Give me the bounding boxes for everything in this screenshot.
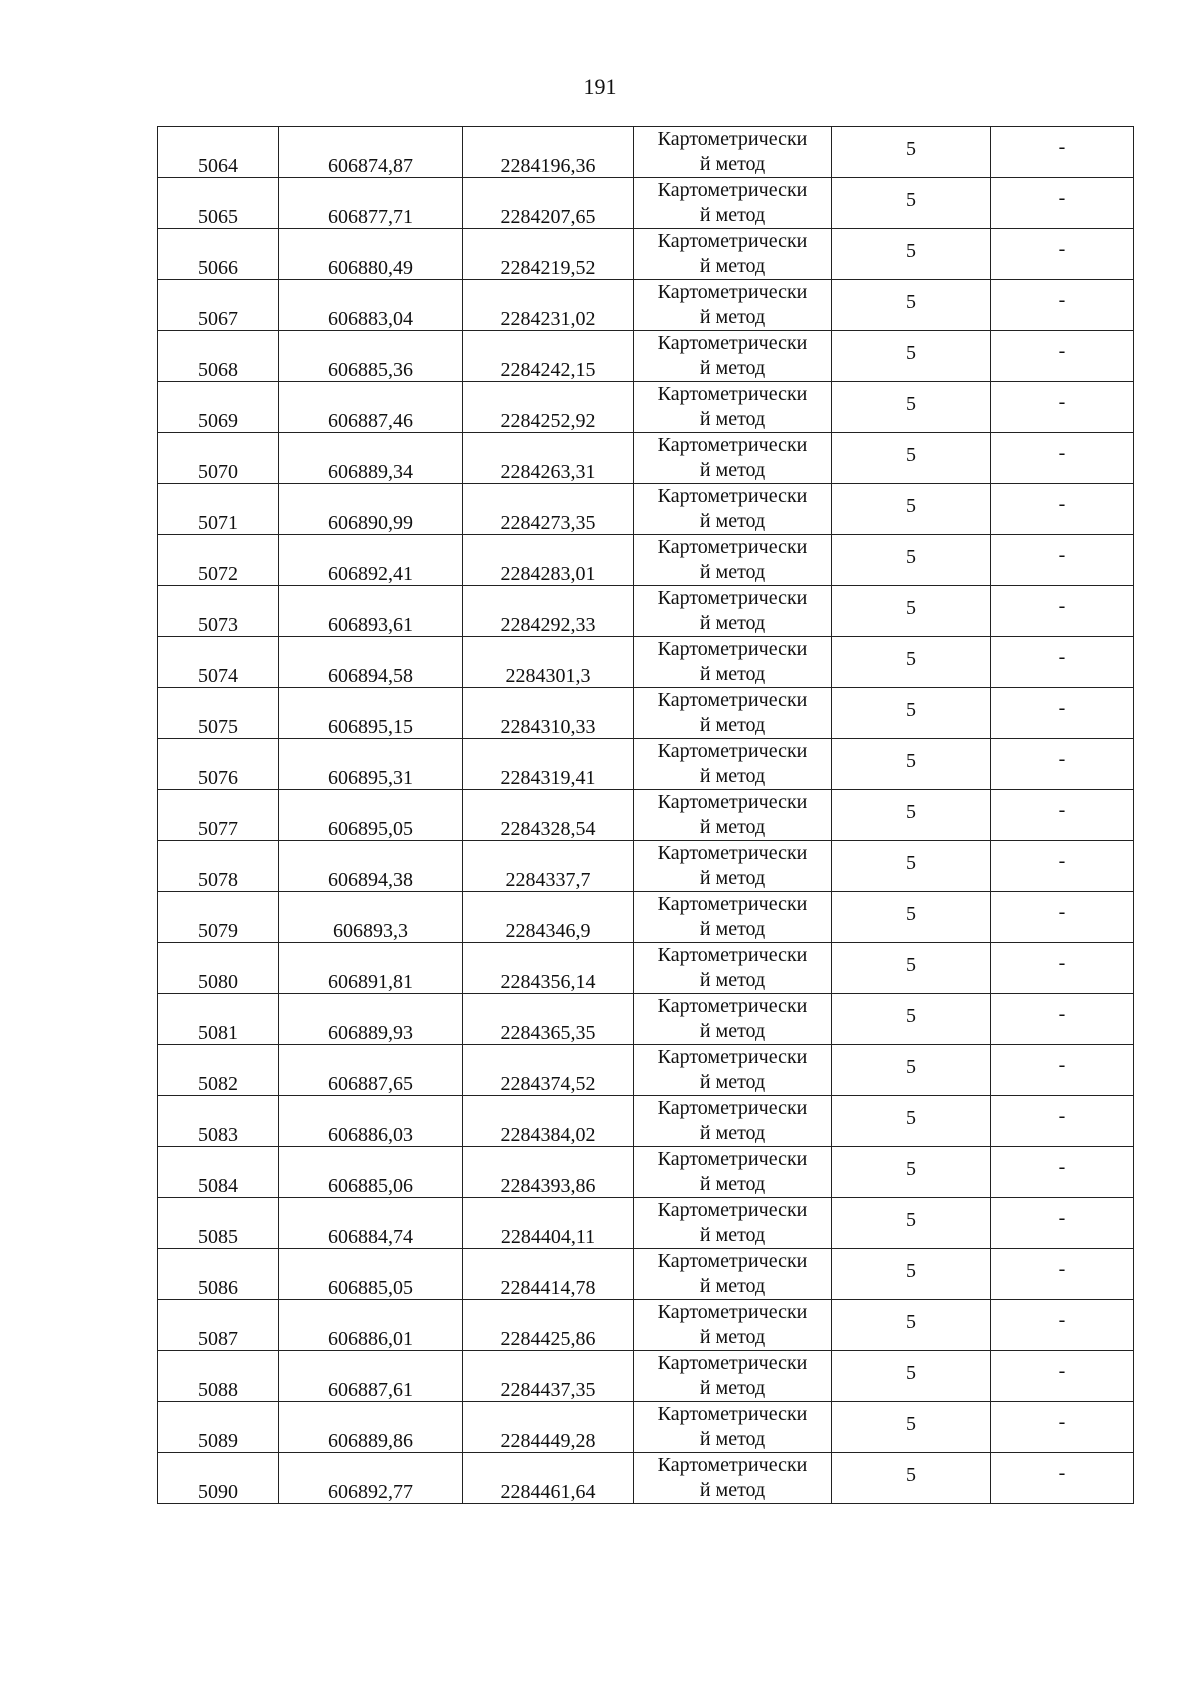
y-coordinate-cell: 2284292,33 xyxy=(463,586,634,637)
table-row xyxy=(158,1147,1134,1198)
note-cell xyxy=(991,637,1134,688)
accuracy-cell xyxy=(832,229,991,280)
y-coordinate-cell: 2284328,54 xyxy=(463,790,634,841)
table-row xyxy=(158,790,1134,841)
accuracy-cell xyxy=(832,1198,991,1249)
note-value: - xyxy=(1058,339,1066,362)
point-number-cell: 5087 xyxy=(158,1300,279,1351)
point-number-cell: 5078 xyxy=(158,841,279,892)
table-row xyxy=(158,280,1134,331)
table-row xyxy=(158,331,1134,382)
table-row xyxy=(158,229,1134,280)
accuracy-cell xyxy=(832,535,991,586)
table-row xyxy=(158,1351,1134,1402)
point-number-cell: 5065 xyxy=(158,178,279,229)
x-coordinate-cell: 606893,61 xyxy=(279,586,463,637)
point-number-cell: 5072 xyxy=(158,535,279,586)
x-coordinate-cell: 606887,61 xyxy=(279,1351,463,1402)
point-number-cell: 5090 xyxy=(158,1453,279,1504)
table-row xyxy=(158,1198,1134,1249)
x-coordinate-cell: 606885,36 xyxy=(279,331,463,382)
note-value: - xyxy=(1058,1359,1066,1382)
accuracy-value: 5 xyxy=(906,1157,916,1180)
note-value: - xyxy=(1058,951,1066,974)
y-coordinate-cell: 2284414,78 xyxy=(463,1249,634,1300)
page-number: 191 xyxy=(583,74,617,99)
y-coordinate-cell: 2284263,31 xyxy=(463,433,634,484)
accuracy-value: 5 xyxy=(906,545,916,568)
accuracy-cell xyxy=(832,331,991,382)
y-coordinate-cell: 2284283,01 xyxy=(463,535,634,586)
accuracy-value: 5 xyxy=(906,443,916,466)
x-coordinate-cell: 606895,05 xyxy=(279,790,463,841)
accuracy-value: 5 xyxy=(906,341,916,364)
x-coordinate-cell: 606884,74 xyxy=(279,1198,463,1249)
y-coordinate-cell: 2284273,35 xyxy=(463,484,634,535)
note-value: - xyxy=(1058,1155,1066,1178)
x-coordinate-cell: 606889,93 xyxy=(279,994,463,1045)
accuracy-value: 5 xyxy=(906,800,916,823)
x-coordinate-cell: 606887,46 xyxy=(279,382,463,433)
note-cell xyxy=(991,229,1134,280)
y-coordinate-cell: 2284231,02 xyxy=(463,280,634,331)
method-cell xyxy=(634,229,832,280)
point-number-cell: 5067 xyxy=(158,280,279,331)
table-row xyxy=(158,892,1134,943)
point-number-cell: 5066 xyxy=(158,229,279,280)
accuracy-value: 5 xyxy=(906,1208,916,1231)
x-coordinate-cell: 606880,49 xyxy=(279,229,463,280)
method-value: Картометрически й метод xyxy=(657,485,808,532)
note-value: - xyxy=(1058,747,1066,770)
note-cell xyxy=(991,127,1134,178)
note-value: - xyxy=(1058,237,1066,260)
method-cell xyxy=(634,127,832,178)
note-cell xyxy=(991,535,1134,586)
y-coordinate-cell: 2284319,41 xyxy=(463,739,634,790)
y-coordinate-cell: 2284196,36 xyxy=(463,127,634,178)
method-cell xyxy=(634,433,832,484)
note-value: - xyxy=(1058,135,1066,158)
accuracy-cell xyxy=(832,739,991,790)
method-value: Картометрически й метод xyxy=(657,944,808,991)
method-value: Картометрически й метод xyxy=(657,740,808,787)
method-value: Картометрически й метод xyxy=(657,1403,808,1450)
method-value: Картометрически й метод xyxy=(657,1148,808,1195)
note-value: - xyxy=(1058,288,1066,311)
accuracy-cell xyxy=(832,688,991,739)
table-row xyxy=(158,586,1134,637)
table-row xyxy=(158,178,1134,229)
method-cell xyxy=(634,1096,832,1147)
method-cell xyxy=(634,484,832,535)
point-number-cell: 5088 xyxy=(158,1351,279,1402)
coordinates-table xyxy=(157,126,1134,1504)
note-value: - xyxy=(1058,1206,1066,1229)
accuracy-cell xyxy=(832,433,991,484)
accuracy-value: 5 xyxy=(906,137,916,160)
point-number-cell: 5070 xyxy=(158,433,279,484)
table-row xyxy=(158,1453,1134,1504)
method-cell xyxy=(634,841,832,892)
note-cell xyxy=(991,1300,1134,1351)
x-coordinate-cell: 606890,99 xyxy=(279,484,463,535)
accuracy-cell xyxy=(832,382,991,433)
table-row xyxy=(158,1045,1134,1096)
method-cell xyxy=(634,1351,832,1402)
accuracy-cell xyxy=(832,127,991,178)
y-coordinate-cell: 2284346,9 xyxy=(463,892,634,943)
method-value: Картометрически й метод xyxy=(657,281,808,328)
accuracy-cell xyxy=(832,994,991,1045)
method-cell xyxy=(634,637,832,688)
x-coordinate-cell: 606885,06 xyxy=(279,1147,463,1198)
point-number-cell: 5077 xyxy=(158,790,279,841)
point-number-cell: 5064 xyxy=(158,127,279,178)
accuracy-cell xyxy=(832,943,991,994)
note-value: - xyxy=(1058,849,1066,872)
accuracy-cell xyxy=(832,1249,991,1300)
table-row xyxy=(158,1300,1134,1351)
y-coordinate-cell: 2284393,86 xyxy=(463,1147,634,1198)
table-row xyxy=(158,535,1134,586)
y-coordinate-cell: 2284374,52 xyxy=(463,1045,634,1096)
note-value: - xyxy=(1058,1104,1066,1127)
method-cell xyxy=(634,535,832,586)
point-number-cell: 5085 xyxy=(158,1198,279,1249)
note-cell xyxy=(991,586,1134,637)
y-coordinate-cell: 2284242,15 xyxy=(463,331,634,382)
accuracy-value: 5 xyxy=(906,1055,916,1078)
point-number-cell: 5086 xyxy=(158,1249,279,1300)
y-coordinate-cell: 2284404,11 xyxy=(463,1198,634,1249)
table-row xyxy=(158,943,1134,994)
x-coordinate-cell: 606893,3 xyxy=(279,892,463,943)
method-value: Картометрически й метод xyxy=(657,179,808,226)
note-cell xyxy=(991,739,1134,790)
table-row xyxy=(158,994,1134,1045)
point-number-cell: 5080 xyxy=(158,943,279,994)
method-value: Картометрически й метод xyxy=(657,383,808,430)
note-cell xyxy=(991,1147,1134,1198)
table-row xyxy=(158,637,1134,688)
y-coordinate-cell: 2284461,64 xyxy=(463,1453,634,1504)
y-coordinate-cell: 2284207,65 xyxy=(463,178,634,229)
note-cell xyxy=(991,484,1134,535)
accuracy-cell xyxy=(832,1453,991,1504)
point-number-cell: 5083 xyxy=(158,1096,279,1147)
method-value: Картометрически й метод xyxy=(657,842,808,889)
note-cell xyxy=(991,892,1134,943)
accuracy-cell xyxy=(832,1096,991,1147)
note-value: - xyxy=(1058,441,1066,464)
method-value: Картометрически й метод xyxy=(657,1046,808,1093)
y-coordinate-cell: 2284337,7 xyxy=(463,841,634,892)
method-value: Картометрически й метод xyxy=(657,995,808,1042)
accuracy-cell xyxy=(832,790,991,841)
accuracy-value: 5 xyxy=(906,1310,916,1333)
note-cell xyxy=(991,1249,1134,1300)
accuracy-value: 5 xyxy=(906,290,916,313)
table-row xyxy=(158,739,1134,790)
note-cell xyxy=(991,790,1134,841)
note-cell xyxy=(991,331,1134,382)
note-value: - xyxy=(1058,1257,1066,1280)
method-cell xyxy=(634,892,832,943)
method-cell xyxy=(634,331,832,382)
y-coordinate-cell: 2284365,35 xyxy=(463,994,634,1045)
accuracy-value: 5 xyxy=(906,647,916,670)
method-cell xyxy=(634,994,832,1045)
accuracy-cell xyxy=(832,586,991,637)
accuracy-cell xyxy=(832,1147,991,1198)
accuracy-value: 5 xyxy=(906,1361,916,1384)
x-coordinate-cell: 606894,58 xyxy=(279,637,463,688)
accuracy-value: 5 xyxy=(906,749,916,772)
method-value: Картометрически й метод xyxy=(657,128,808,175)
accuracy-cell xyxy=(832,280,991,331)
coordinates-table-body xyxy=(158,127,1134,1504)
method-cell xyxy=(634,1300,832,1351)
note-cell xyxy=(991,1045,1134,1096)
method-cell xyxy=(634,178,832,229)
accuracy-cell xyxy=(832,1351,991,1402)
y-coordinate-cell: 2284252,92 xyxy=(463,382,634,433)
table-row xyxy=(158,1402,1134,1453)
table-row xyxy=(158,688,1134,739)
method-value: Картометрически й метод xyxy=(657,1454,808,1501)
y-coordinate-cell: 2284425,86 xyxy=(463,1300,634,1351)
x-coordinate-cell: 606887,65 xyxy=(279,1045,463,1096)
method-cell xyxy=(634,1249,832,1300)
method-cell xyxy=(634,943,832,994)
method-value: Картометрически й метод xyxy=(657,332,808,379)
point-number-cell: 5076 xyxy=(158,739,279,790)
accuracy-value: 5 xyxy=(906,188,916,211)
method-value: Картометрически й метод xyxy=(657,1097,808,1144)
note-value: - xyxy=(1058,1002,1066,1025)
point-number-cell: 5074 xyxy=(158,637,279,688)
note-value: - xyxy=(1058,390,1066,413)
y-coordinate-cell: 2284437,35 xyxy=(463,1351,634,1402)
x-coordinate-cell: 606877,71 xyxy=(279,178,463,229)
method-value: Картометрически й метод xyxy=(657,1199,808,1246)
point-number-cell: 5082 xyxy=(158,1045,279,1096)
note-cell xyxy=(991,1351,1134,1402)
note-cell xyxy=(991,178,1134,229)
note-value: - xyxy=(1058,492,1066,515)
x-coordinate-cell: 606894,38 xyxy=(279,841,463,892)
accuracy-value: 5 xyxy=(906,902,916,925)
accuracy-cell xyxy=(832,637,991,688)
x-coordinate-cell: 606895,31 xyxy=(279,739,463,790)
note-value: - xyxy=(1058,1410,1066,1433)
table-row xyxy=(158,433,1134,484)
note-value: - xyxy=(1058,543,1066,566)
x-coordinate-cell: 606889,34 xyxy=(279,433,463,484)
note-cell xyxy=(991,280,1134,331)
method-value: Картометрически й метод xyxy=(657,536,808,583)
accuracy-cell xyxy=(832,1300,991,1351)
point-number-cell: 5071 xyxy=(158,484,279,535)
accuracy-value: 5 xyxy=(906,1412,916,1435)
x-coordinate-cell: 606874,87 xyxy=(279,127,463,178)
point-number-cell: 5089 xyxy=(158,1402,279,1453)
accuracy-value: 5 xyxy=(906,494,916,517)
accuracy-cell xyxy=(832,178,991,229)
note-value: - xyxy=(1058,1308,1066,1331)
point-number-cell: 5081 xyxy=(158,994,279,1045)
accuracy-cell xyxy=(832,841,991,892)
point-number-cell: 5068 xyxy=(158,331,279,382)
note-value: - xyxy=(1058,594,1066,617)
note-value: - xyxy=(1058,900,1066,923)
note-cell xyxy=(991,433,1134,484)
note-value: - xyxy=(1058,186,1066,209)
accuracy-value: 5 xyxy=(906,239,916,262)
x-coordinate-cell: 606883,04 xyxy=(279,280,463,331)
x-coordinate-cell: 606895,15 xyxy=(279,688,463,739)
note-value: - xyxy=(1058,645,1066,668)
accuracy-value: 5 xyxy=(906,1463,916,1486)
x-coordinate-cell: 606889,86 xyxy=(279,1402,463,1453)
method-cell xyxy=(634,1198,832,1249)
method-value: Картометрически й метод xyxy=(657,893,808,940)
method-value: Картометрически й метод xyxy=(657,587,808,634)
method-cell xyxy=(634,739,832,790)
y-coordinate-cell: 2284310,33 xyxy=(463,688,634,739)
accuracy-cell xyxy=(832,484,991,535)
table-row xyxy=(158,382,1134,433)
note-cell xyxy=(991,943,1134,994)
accuracy-value: 5 xyxy=(906,392,916,415)
point-number-cell: 5069 xyxy=(158,382,279,433)
point-number-cell: 5073 xyxy=(158,586,279,637)
note-value: - xyxy=(1058,696,1066,719)
accuracy-cell xyxy=(832,1045,991,1096)
y-coordinate-cell: 2284219,52 xyxy=(463,229,634,280)
table-row xyxy=(158,841,1134,892)
method-value: Картометрически й метод xyxy=(657,638,808,685)
note-cell xyxy=(991,994,1134,1045)
table-row xyxy=(158,127,1134,178)
note-cell xyxy=(991,1402,1134,1453)
point-number-cell: 5079 xyxy=(158,892,279,943)
accuracy-cell xyxy=(832,1402,991,1453)
note-cell xyxy=(991,382,1134,433)
note-cell xyxy=(991,841,1134,892)
y-coordinate-cell: 2284384,02 xyxy=(463,1096,634,1147)
note-cell xyxy=(991,1096,1134,1147)
x-coordinate-cell: 606892,77 xyxy=(279,1453,463,1504)
y-coordinate-cell: 2284356,14 xyxy=(463,943,634,994)
note-cell xyxy=(991,688,1134,739)
note-cell xyxy=(991,1198,1134,1249)
x-coordinate-cell: 606891,81 xyxy=(279,943,463,994)
accuracy-value: 5 xyxy=(906,596,916,619)
method-cell xyxy=(634,1045,832,1096)
accuracy-value: 5 xyxy=(906,851,916,874)
method-value: Картометрически й метод xyxy=(657,1250,808,1297)
method-value: Картометрически й метод xyxy=(657,1301,808,1348)
method-value: Картометрически й метод xyxy=(657,230,808,277)
table-row xyxy=(158,484,1134,535)
table-row xyxy=(158,1249,1134,1300)
method-cell xyxy=(634,1453,832,1504)
method-value: Картометрически й метод xyxy=(657,434,808,481)
x-coordinate-cell: 606886,01 xyxy=(279,1300,463,1351)
table-row xyxy=(158,1096,1134,1147)
note-value: - xyxy=(1058,1461,1066,1484)
y-coordinate-cell: 2284301,3 xyxy=(463,637,634,688)
accuracy-value: 5 xyxy=(906,698,916,721)
accuracy-value: 5 xyxy=(906,1259,916,1282)
point-number-cell: 5084 xyxy=(158,1147,279,1198)
point-number-cell: 5075 xyxy=(158,688,279,739)
method-value: Картометрически й метод xyxy=(657,791,808,838)
y-coordinate-cell: 2284449,28 xyxy=(463,1402,634,1453)
x-coordinate-cell: 606885,05 xyxy=(279,1249,463,1300)
method-cell xyxy=(634,280,832,331)
accuracy-value: 5 xyxy=(906,1106,916,1129)
method-value: Картометрически й метод xyxy=(657,1352,808,1399)
accuracy-value: 5 xyxy=(906,1004,916,1027)
method-cell xyxy=(634,1402,832,1453)
accuracy-value: 5 xyxy=(906,953,916,976)
method-cell xyxy=(634,586,832,637)
method-value: Картометрически й метод xyxy=(657,689,808,736)
method-cell xyxy=(634,790,832,841)
method-cell xyxy=(634,382,832,433)
accuracy-cell xyxy=(832,892,991,943)
note-cell xyxy=(991,1453,1134,1504)
method-cell xyxy=(634,1147,832,1198)
note-value: - xyxy=(1058,798,1066,821)
note-value: - xyxy=(1058,1053,1066,1076)
x-coordinate-cell: 606886,03 xyxy=(279,1096,463,1147)
x-coordinate-cell: 606892,41 xyxy=(279,535,463,586)
method-cell xyxy=(634,688,832,739)
